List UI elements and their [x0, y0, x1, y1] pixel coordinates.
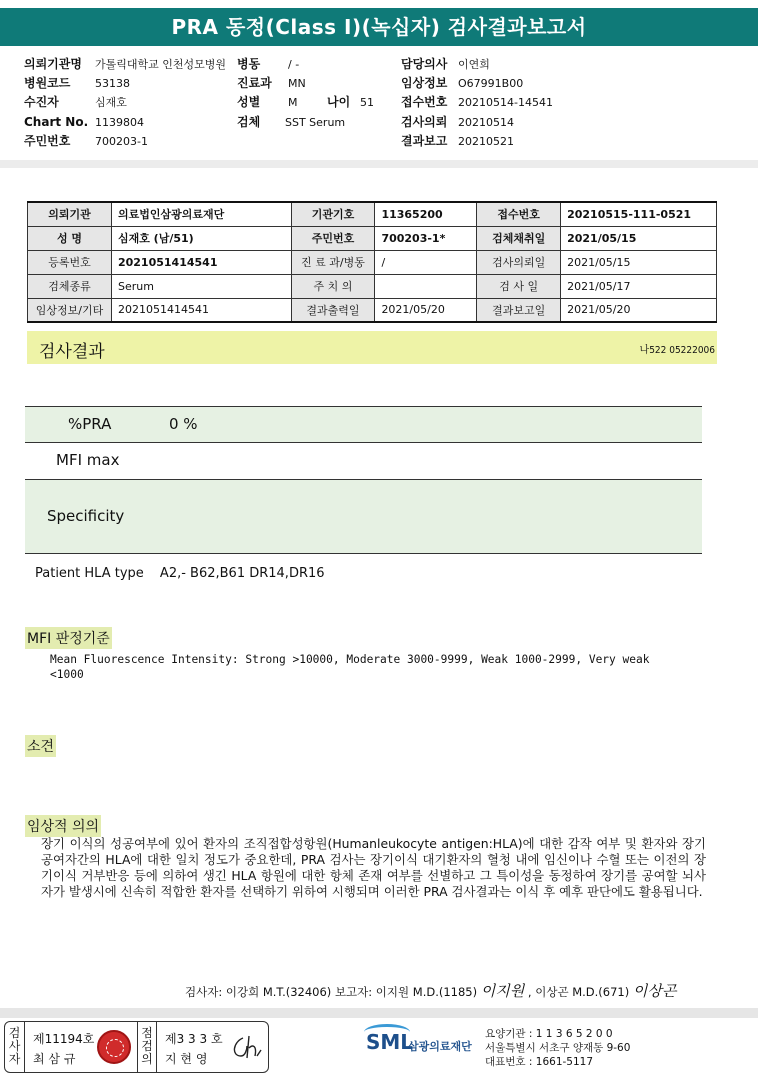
specimen-label: 검체 [237, 115, 261, 129]
department-label: 진료과 [237, 76, 272, 90]
institution-phone: 대표번호 : 1661-5117 [485, 1056, 594, 1068]
specificity-label: Specificity [47, 507, 125, 525]
logo-text: SML [366, 1030, 414, 1054]
tester-name: 최 삼 규 [33, 1052, 76, 1066]
table-row [28, 274, 717, 298]
mfi-criteria-title: MFI 판정기준 [25, 627, 112, 649]
table-cell: 검체종류 [28, 274, 112, 298]
table-cell: 검사의뢰일 [477, 250, 561, 274]
chart-no-label: Chart No. [24, 115, 89, 129]
table-cell: / [375, 250, 477, 274]
patient-hla [35, 566, 325, 581]
signature-text-2: , 이상곤 M.D.(671) [527, 985, 630, 999]
patient-hla-label: Patient HLA type [35, 566, 144, 581]
mfi-row [25, 443, 702, 480]
table-cell: 결과보고일 [477, 298, 561, 322]
checker-vertical-label: 점검의 [137, 1022, 157, 1072]
hospital-code-label: 병원코드 [24, 76, 71, 90]
ward-label: 병동 [237, 57, 261, 71]
accession-value: 20210514-14541 [458, 96, 553, 109]
institution-code: 요양기관 : 1 1 3 6 5 2 0 0 [485, 1028, 613, 1040]
table-cell: 2021051414541 [111, 250, 291, 274]
table-cell: 결과출력일 [291, 298, 375, 322]
hospital-code-value: 53138 [95, 77, 130, 90]
chart-no-value: 1139804 [95, 116, 144, 129]
clinical-text: 장기 이식의 성공여부에 있어 환자의 조직접합성항원(Humanleukocyte antigen:HLA)에 대한 감작 여부 및 환자와 장기공여자간의 HLA에 대한 일치 정도가 중요한데, PRA 검사는 장기이식 대기환자의 혈청 내에 임신이나 수혈 또는 이전의 장기이식 거부반응 등에 의하여 생긴 HLA 항원에 대한 항체 존재 여부를 선별하고 그 특이성을 동정하여 장기를 공여할 뇌사자가 발생시에 신속히 적합한 환자를 선택하기 위하여 시행되며 이러한 PRA 검사결과는 이식 후 예후 판단에도 활용됩니다. [41, 836, 706, 899]
table-cell: 주민번호 [291, 226, 375, 250]
pra-row [25, 406, 702, 443]
mfi-label: MFI max [56, 451, 120, 469]
checker-name: 지 현 영 [165, 1052, 208, 1066]
table-cell: 2021051414541 [111, 298, 291, 322]
request-date-value: 20210514 [458, 116, 514, 129]
findings-title: 소견 [25, 735, 56, 757]
result-section-code: 나522 05222006 [639, 345, 715, 356]
age-value: 51 [360, 96, 374, 109]
age-label: 나이 [327, 95, 351, 109]
sex-label: 성별 [237, 95, 261, 109]
signature-line [185, 980, 676, 1001]
clinical-info-label: 임상정보 [401, 76, 448, 90]
result-section-header [27, 331, 717, 364]
request-date-label: 검사의뢰 [401, 115, 448, 129]
tester-vertical-label: 검사자 [5, 1022, 25, 1072]
resident-no-value: 700203-1 [95, 135, 148, 148]
table-cell: 2021/05/20 [375, 298, 477, 322]
institution-location: 서울특별시 서초구 양재동 9-60 [485, 1042, 631, 1054]
pra-value: 0 % [169, 415, 198, 433]
table-cell [375, 274, 477, 298]
doctor-label: 담당의사 [401, 57, 448, 71]
tester-license: 제11194호 [33, 1032, 95, 1046]
table-cell: 성 명 [28, 226, 112, 250]
checker-license: 제3 3 3 호 [165, 1032, 223, 1046]
specificity-row [25, 480, 702, 554]
resident-no-label: 주민번호 [24, 134, 71, 148]
table-cell: 주 치 의 [291, 274, 375, 298]
signature-icon [229, 1034, 263, 1062]
table-cell: 접수번호 [477, 202, 561, 226]
clinical-info-value: O67991B00 [458, 77, 524, 90]
clinical-title: 임상적 의의 [25, 815, 101, 837]
signature-scribble-2: 이상곤 [632, 982, 677, 1000]
patient-hla-value: A2,- B62,B61 DR14,DR16 [159, 566, 325, 581]
institution-address [485, 1027, 630, 1069]
table-row [28, 226, 717, 250]
report-date-label: 결과보고 [401, 134, 448, 148]
table-cell: 심재호 (남/51) [111, 226, 291, 250]
result-section-title: 검사결과 [39, 342, 105, 362]
table-cell: 의료법인삼광의료재단 [111, 202, 291, 226]
report-title: PRA 동정(Class I)(녹십자) 검사결과보고서 [0, 8, 758, 46]
stamp-box [4, 1021, 269, 1073]
sml-logo [366, 1026, 486, 1066]
table-cell: 등록번호 [28, 250, 112, 274]
table-cell: 11365200 [375, 202, 477, 226]
mfi-criteria-line2: <1000 [50, 668, 84, 681]
table-cell: 2021/05/17 [561, 274, 717, 298]
table-row [28, 298, 717, 322]
table-cell: 2021/05/20 [561, 298, 717, 322]
table-row [28, 202, 717, 226]
seal-icon [97, 1030, 131, 1064]
logo-name: 삼광의료재단 [408, 1040, 472, 1053]
report-date-value: 20210521 [458, 135, 514, 148]
signature-text-1: 검사자: 이강희 M.T.(32406) 보고자: 이지원 M.D.(1185) [185, 985, 478, 999]
footer-divider [0, 1008, 758, 1018]
table-row [28, 250, 717, 274]
hospital-label: 의뢰기관명 [24, 57, 82, 71]
table-cell: 기관기호 [291, 202, 375, 226]
table-cell: 검체채취일 [477, 226, 561, 250]
ward-value: / - [288, 58, 300, 71]
patient-value: 심재호 [95, 96, 127, 109]
table-cell: 검 사 일 [477, 274, 561, 298]
table-cell: 진 료 과/병동 [291, 250, 375, 274]
specimen-value: SST Serum [285, 116, 346, 129]
hospital-value: 가톨릭대학교 인천성모병원 [95, 58, 227, 71]
table-cell: Serum [111, 274, 291, 298]
signature-scribble-1: 이지원 [480, 982, 525, 1000]
header-divider [0, 160, 758, 168]
table-cell: 2021/05/15 [561, 250, 717, 274]
pra-label: %PRA [68, 415, 112, 433]
info-table [27, 201, 717, 323]
accession-label: 접수번호 [401, 95, 448, 109]
table-cell: 2021/05/15 [561, 226, 717, 250]
table-cell: 의뢰기관 [28, 202, 112, 226]
table-cell: 임상정보/기타 [28, 298, 112, 322]
doctor-value: 이연희 [458, 58, 490, 71]
table-cell: 20210515-111-0521 [561, 202, 717, 226]
table-cell: 700203-1* [375, 226, 477, 250]
patient-label: 수진자 [24, 95, 59, 109]
department-value: MN [288, 77, 306, 90]
mfi-criteria-line1: Mean Fluorescence Intensity: Strong >10000, Moderate 3000-9999, Weak 1000-2999, Very weak [50, 653, 650, 666]
sex-value: M [288, 96, 298, 109]
